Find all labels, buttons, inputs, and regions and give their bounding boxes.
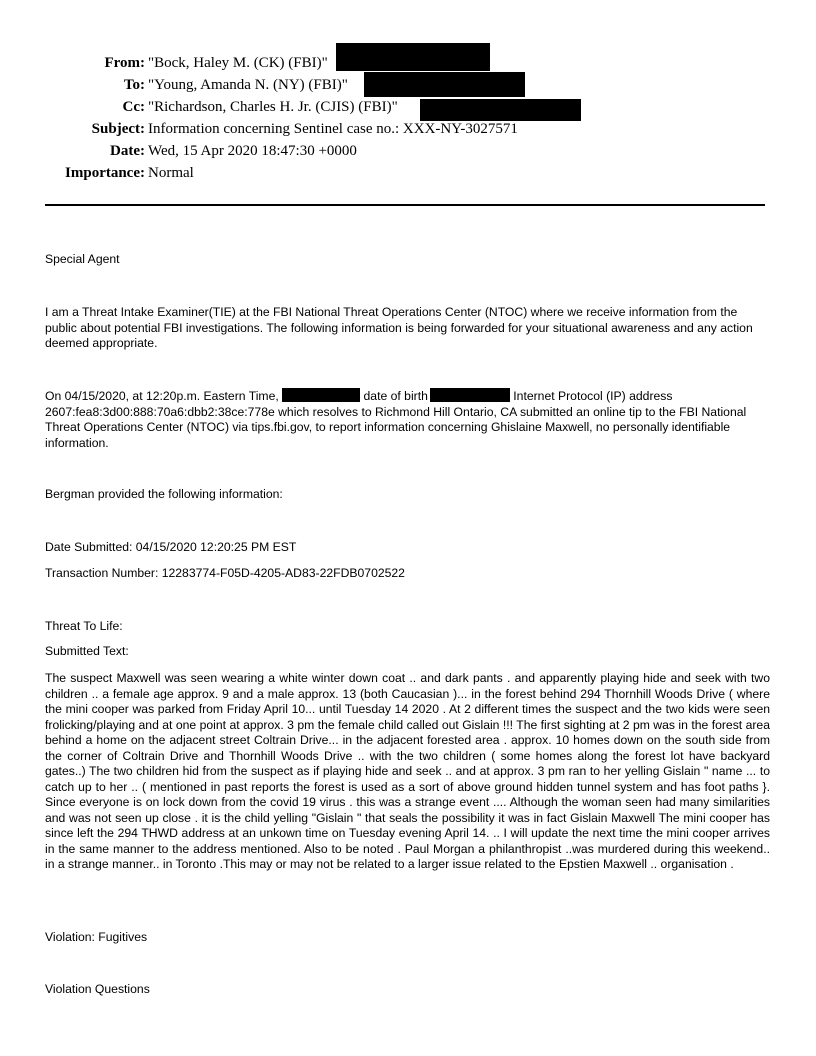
submitted-text: The suspect Maxwell was seen wearing a white winter down coat .. and dark pants . and apparently playing hide and seek with two children .. a female age approx. 9 and a male approx. 13 (both Caucasian )... in the forest behind 294 Thornhill Woods Drive ( where the mini cooper was parked from Friday April 10... until Tuesday 14 2020 . At 2 different times the suspect and the two kids were seen frolicking/playing and at one point at approx. 3 pm the female child called out Gislain !!! The first sighting at 2 pm was in the forest area behind a home on the adjacent street Coltrain Drive... in the adjacent forested area . approx. 10 homes down on the south side from the corner of Coltrain Drive and Thornhill Woods Drive .. with the two children ( some homes along the forest lot have backyard gates..) The two children hid from the suspect as if playing hide and seek .. and at approx. 3 pm ran to her yelling Gislain " name ... to catch up to her .. ( mentioned in past reports the forest is used as a sort of above ground hidden tunnel system and has foot paths }. Since everyone is on lock down from the covid 19 virus . this was a strange event .... Although the woman seen had many similarities and was not seen up close . it is the child yelling "Gislain " that seals the possibility it was in fact Gislain Maxwell The mini cooper has since left the 294 THWD address at an unkown time on Tuesday evening April 14. .. I will update the next time the mini cooper arrives in the same manner to the address mentioned. Also to be noted . Paul Morgan a philanthropist ..was murdered during this weekend.. in a strange manner.. in Toronto .This may or may not be related to a larger issue related to the Epstien Maxwell .. organisation . — [45, 671, 770, 871]
tip-text-2: date of birth — [363, 389, 428, 403]
date-label: Date: — [110, 143, 145, 159]
date-value: Wed, 15 Apr 2020 18:47:30 +0000 — [148, 143, 357, 159]
subject-value: Information concerning Sentinel case no.: XXX-NY-3027571 — [148, 121, 518, 137]
importance-label: Importance: — [65, 165, 145, 181]
submitted-text-label: Submitted Text: — [45, 644, 129, 658]
tip-paragraph — [45, 388, 770, 451]
intro-paragraph: I am a Threat Intake Examiner(TIE) at the FBI National Threat Operations Center (NTOC) where we receive information from the public about potential FBI investigations. The following information is being forwarded for your situational awareness and any action deemed appropriate. — [45, 305, 753, 350]
redaction-name — [282, 388, 360, 402]
violation-questions: Violation Questions — [45, 982, 150, 996]
from-value: "Bock, Haley M. (CK) (FBI)" — [148, 55, 328, 71]
transaction-number: Transaction Number: 12283774-F05D-4205-AD83-22FDB0702522 — [45, 566, 405, 580]
tip-text-1: On 04/15/2020, at 12:20p.m. Eastern Time, — [45, 389, 279, 403]
salutation: Special Agent — [45, 252, 120, 266]
importance-value: Normal — [148, 165, 194, 181]
email-body — [45, 0, 770, 1056]
tip-text-3: Internet Protocol (IP) address 2607:fea8:3d00:888:70a6:dbb2:38ce:778e which resolves to Richmond Hill Ontario, CA submitted an online tip to the FBI National Threat Operations Center (NTOC) via tips.fbi.gov, to report information concerning Ghislaine Maxwell, no personally identifiable information. — [45, 389, 747, 450]
from-label: From: — [104, 55, 145, 71]
cc-label: Cc: — [122, 99, 145, 115]
redaction-dob — [430, 388, 510, 402]
provided-line: Bergman provided the following information: — [45, 487, 283, 501]
date-submitted: Date Submitted: 04/15/2020 12:20:25 PM EST — [45, 540, 297, 554]
violation: Violation: Fugitives — [45, 930, 148, 944]
to-label: To: — [123, 77, 145, 93]
subject-label: Subject: — [91, 121, 145, 137]
cc-value: "Richardson, Charles H. Jr. (CJIS) (FBI)" — [148, 99, 398, 115]
threat-to-life: Threat To Life: — [45, 619, 123, 633]
to-value: "Young, Amanda N. (NY) (FBI)" — [148, 77, 348, 93]
